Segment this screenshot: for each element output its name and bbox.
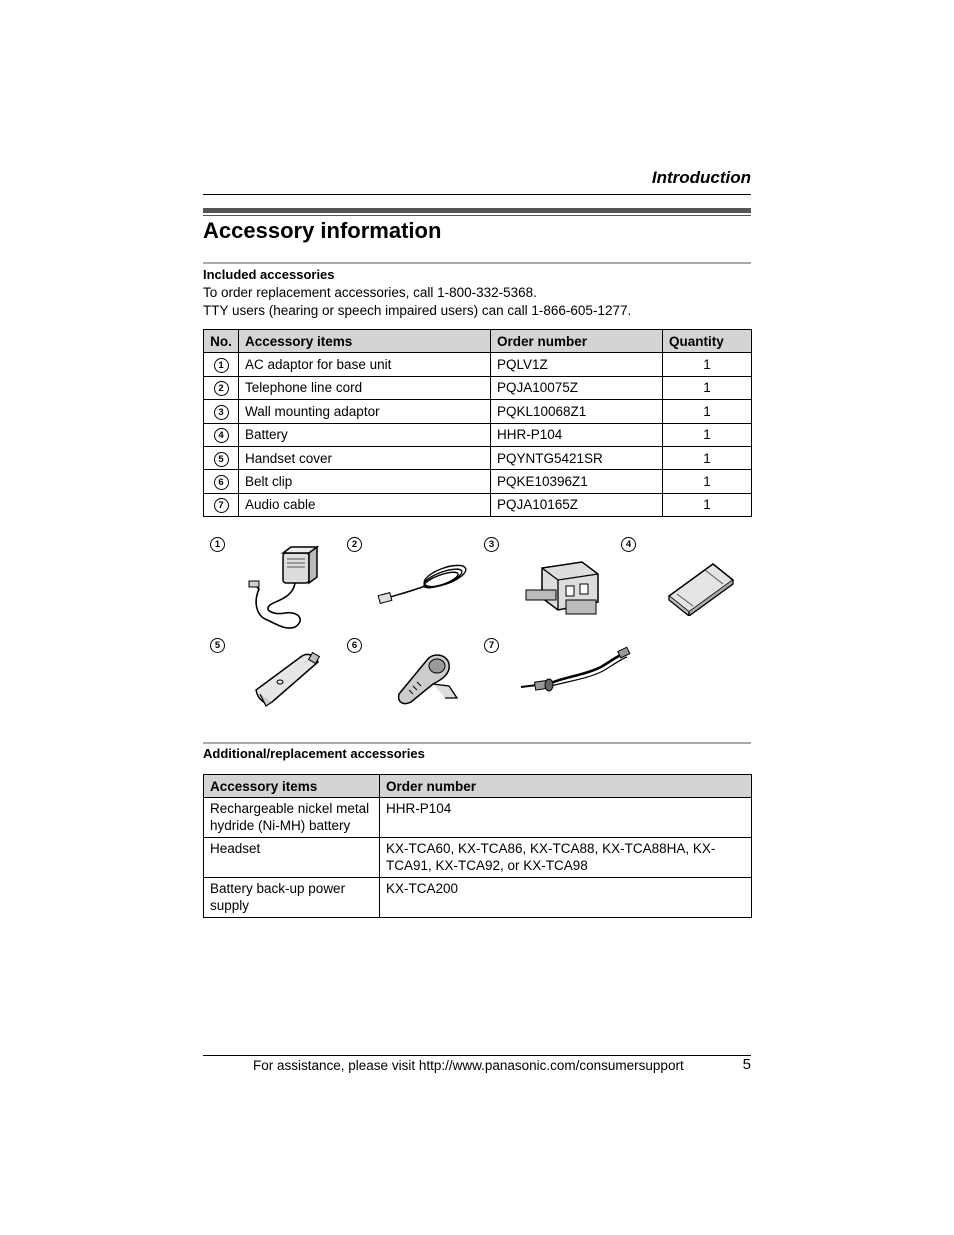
included-accessories-table	[203, 329, 752, 517]
table-header-row	[204, 775, 752, 798]
additional-accessories-table	[203, 774, 752, 918]
table-row	[204, 493, 752, 516]
item-number: 2	[214, 381, 229, 396]
header-rule	[203, 194, 751, 195]
page-title: Accessory information	[203, 218, 442, 243]
order-number: HHR-P104	[491, 423, 663, 446]
quantity: 1	[663, 400, 752, 423]
order-number: PQYNTG5421SR	[491, 446, 663, 469]
item-name: Headset	[204, 838, 380, 878]
additional-rule	[203, 742, 751, 744]
wall-mounting-adaptor-icon	[522, 560, 604, 622]
quantity: 1	[663, 470, 752, 493]
battery-icon	[665, 560, 737, 616]
item-name: Battery	[239, 423, 491, 446]
item-number: 7	[214, 498, 229, 513]
order-number: PQKE10396Z1	[491, 470, 663, 493]
col-header-item: Accessory items	[239, 330, 491, 353]
order-number: PQLV1Z	[491, 353, 663, 376]
col-header-no: No.	[204, 330, 239, 353]
item-name: Rechargeable nickel metal hydride (Ni-MH) battery	[204, 798, 380, 838]
table-row	[204, 470, 752, 493]
quantity: 1	[663, 376, 752, 399]
included-rule	[203, 262, 751, 264]
footer-assistance-text: For assistance, please visit http://www.panasonic.com/consumersupport	[253, 1058, 684, 1073]
item-name: Telephone line cord	[239, 376, 491, 399]
order-number: PQKL10068Z1	[491, 400, 663, 423]
quantity: 1	[663, 446, 752, 469]
included-heading: Included accessories	[203, 267, 335, 282]
item-name: AC adaptor for base unit	[239, 353, 491, 376]
illustration-number: 7	[484, 638, 499, 653]
handset-cover-icon	[252, 650, 324, 708]
table-row	[204, 376, 752, 399]
illustration-number: 3	[484, 537, 499, 552]
telephone-line-cord-icon	[375, 560, 475, 610]
illustration-number: 1	[210, 537, 225, 552]
table-row	[204, 353, 752, 376]
table-row	[204, 878, 752, 918]
item-number: 3	[214, 405, 229, 420]
quantity: 1	[663, 423, 752, 446]
item-number: 4	[214, 428, 229, 443]
item-number: 1	[214, 358, 229, 373]
order-number: KX-TCA60, KX-TCA86, KX-TCA88, KX-TCA88HA, KX-TCA91, KX-TCA92, or KX-TCA98	[380, 838, 752, 878]
table-row	[204, 400, 752, 423]
item-name: Wall mounting adaptor	[239, 400, 491, 423]
table-row	[204, 798, 752, 838]
additional-heading: Additional/replacement accessories	[203, 746, 425, 761]
order-number: PQJA10075Z	[491, 376, 663, 399]
belt-clip-icon	[393, 650, 463, 706]
order-phone-text: To order replacement accessories, call 1-800-332-5368.	[203, 285, 537, 300]
item-name: Battery back-up power supply	[204, 878, 380, 918]
footer-rule	[203, 1055, 751, 1056]
col-header-item: Accessory items	[204, 775, 380, 798]
title-rule-thin	[203, 215, 751, 216]
illustration-number: 5	[210, 638, 225, 653]
section-header: Introduction	[651, 168, 751, 187]
ac-adaptor-icon	[245, 543, 325, 633]
col-header-order: Order number	[380, 775, 752, 798]
item-number: 6	[214, 475, 229, 490]
table-row	[204, 423, 752, 446]
order-number: HHR-P104	[380, 798, 752, 838]
col-header-qty: Quantity	[663, 330, 752, 353]
order-number: KX-TCA200	[380, 878, 752, 918]
item-number: 5	[214, 452, 229, 467]
item-name: Belt clip	[239, 470, 491, 493]
item-name: Handset cover	[239, 446, 491, 469]
illustration-number: 4	[621, 537, 636, 552]
table-header-row	[204, 330, 752, 353]
table-row	[204, 446, 752, 469]
quantity: 1	[663, 493, 752, 516]
col-header-order: Order number	[491, 330, 663, 353]
quantity: 1	[663, 353, 752, 376]
order-number: PQJA10165Z	[491, 493, 663, 516]
table-row	[204, 838, 752, 878]
page-number: 5	[742, 1056, 751, 1073]
audio-cable-icon	[515, 645, 635, 701]
illustration-number: 2	[347, 537, 362, 552]
illustration-number: 6	[347, 638, 362, 653]
tty-phone-text: TTY users (hearing or speech impaired users) can call 1-866-605-1277.	[203, 303, 632, 318]
title-rule-thick	[203, 208, 751, 213]
item-name: Audio cable	[239, 493, 491, 516]
